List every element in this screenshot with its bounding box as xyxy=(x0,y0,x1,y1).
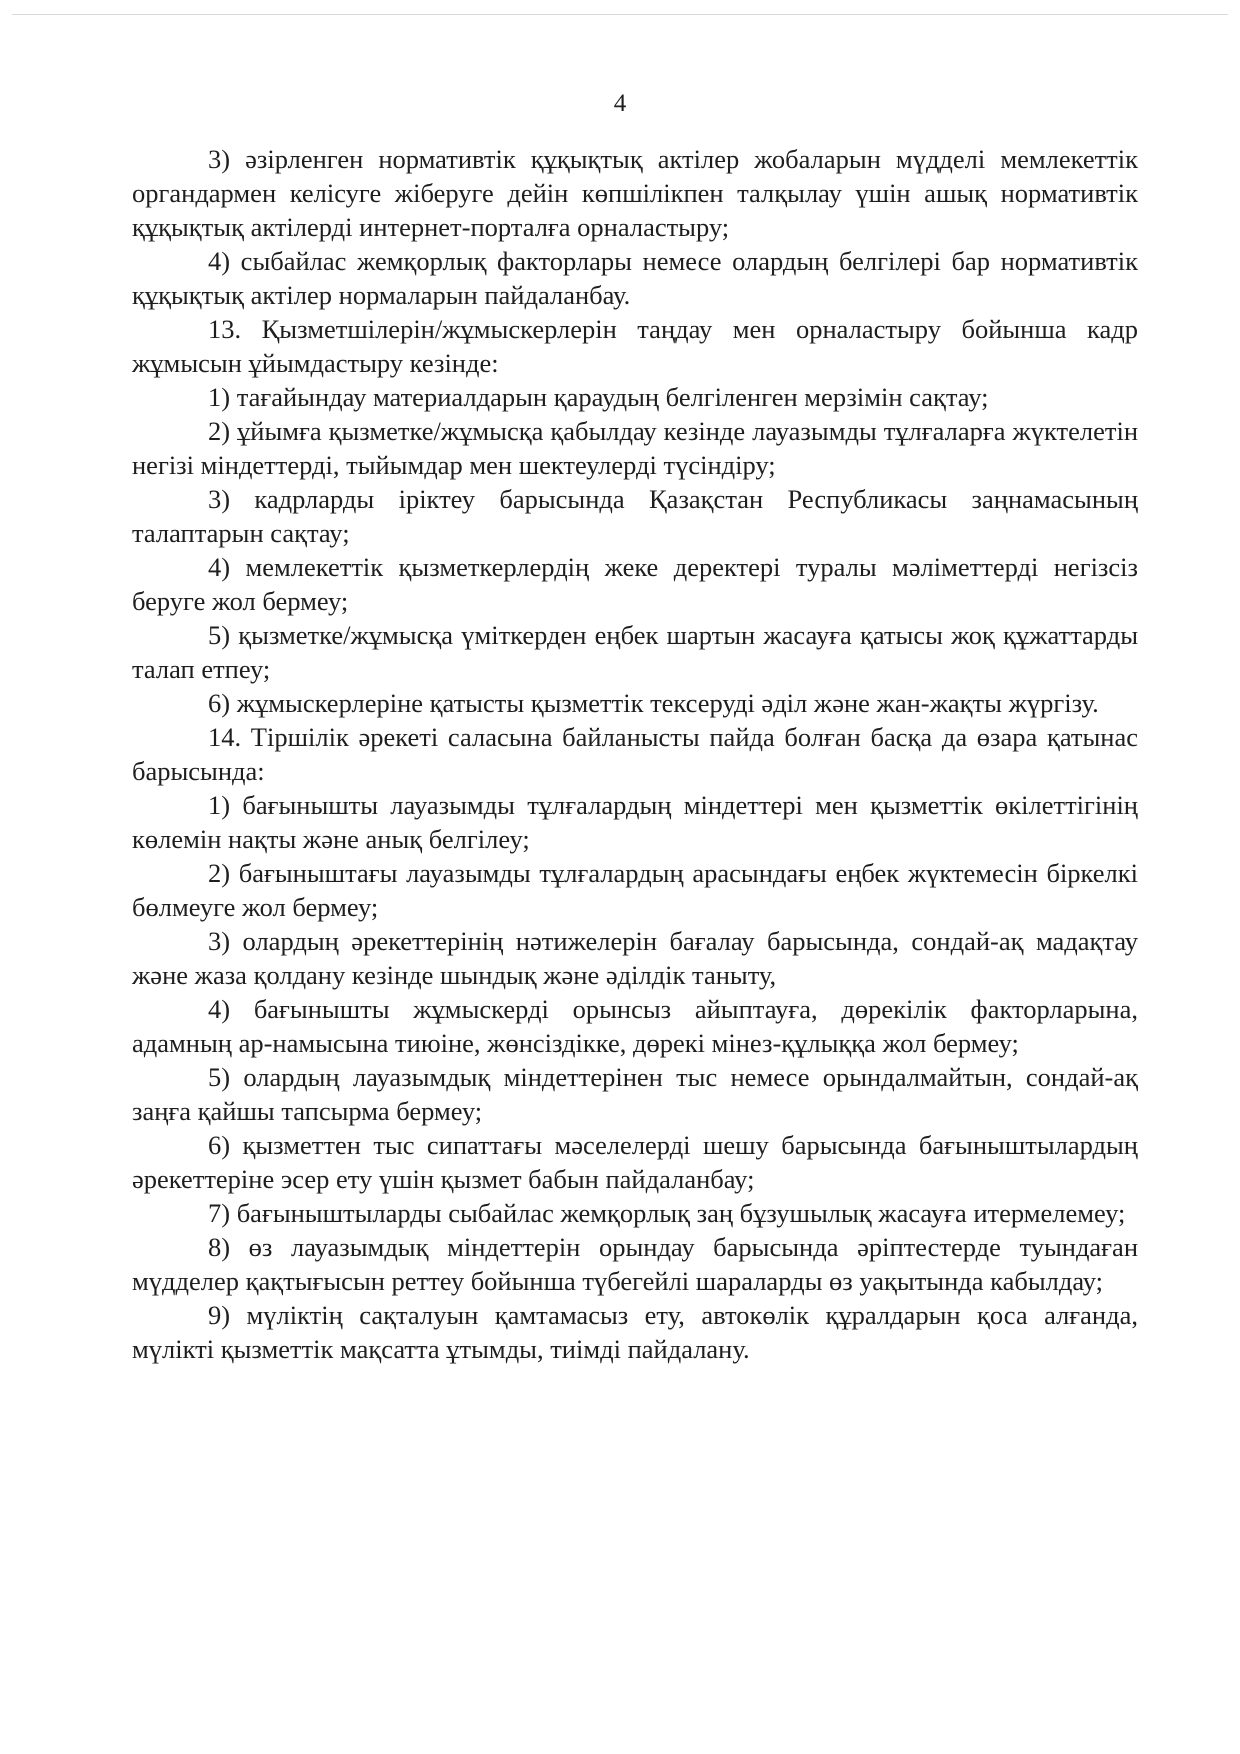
paragraph-13-2: 2) ұйымға қызметке/жұмысқа қабылдау кезінде лауазымды тұлғаларға жүктелетін негізі міндеттерді, тыйымдар мен шектеулерді түсіндіру; xyxy=(132,416,1138,480)
document-body xyxy=(132,142,1138,1366)
paragraph-13-5: 5) қызметке/жұмысқа үміткерден еңбек шартын жасауға қатысы жоқ құжаттарды талап етпеу; xyxy=(132,620,1138,684)
paragraph-14-4: 4) бағынышты жұмыскерді орынсыз айыптауға, дөрекілік факторларына, адамның ар-намысына тиюіне, жөнсіздікке, дөрекі мінез-құлыққа жол бермеу; xyxy=(132,994,1138,1058)
paragraph-13-4: 4) мемлекеттік қызметкерлердің жеке деректері туралы мәліметтерді негізсіз беруге жол бермеу; xyxy=(132,552,1138,616)
paragraph-14-1: 1) бағынышты лауазымды тұлғалардың міндеттері мен қызметтік өкілеттігінің көлемін нақты және анық белгілеу; xyxy=(132,790,1138,854)
paragraph-13: 13. Қызметшілерін/жұмыскерлерін таңдау мен орналастыру бойынша кадр жұмысын ұйымдастыру кезінде: xyxy=(132,314,1138,378)
paragraph-14-5: 5) олардың лауазымдық міндеттерінен тыс немесе орындалмайтын, сондай-ақ заңға қайшы тапсырма бермеу; xyxy=(132,1062,1138,1126)
paragraph-13-1: 1) тағайындау материалдарын қараудың белгіленген мерзімін сақтау; xyxy=(208,382,989,412)
paragraph-12-3: 3) әзірленген нормативтік құқықтық актілер жобаларын мүдделі мемлекеттік органдармен келісуге жіберуге дейін көпшілікпен талқылау үшін ашық нормативтік құқықтық актілерді интернет-порталға орналастыру; xyxy=(132,144,1138,242)
paragraph-13-6: 6) жұмыскерлеріне қатысты қызметтік тексеруді әділ және жан-жақты жүргізу. xyxy=(208,688,1099,718)
paragraph-14-9: 9) мүліктің сақталуын қамтамасыз ету, автокөлік құралдарын қоса алғанда, мүлікті қызметтік мақсатта ұтымды, тиімді пайдалану. xyxy=(132,1300,1138,1364)
paragraph-14-3: 3) олардың әрекеттерінің нәтижелерін бағалау барысында, сондай-ақ мадақтау және жаза қолдану кезінде шындық және әділдік таныту, xyxy=(132,926,1138,990)
paragraph-14-2: 2) бағыныштағы лауазымды тұлғалардың арасындағы еңбек жүктемесін біркелкі бөлмеуге жол бермеу; xyxy=(132,858,1138,922)
paragraph-14-6: 6) қызметтен тыс сипаттағы мәселелерді шешу барысында бағыныштылардың әрекеттеріне эсер ету үшін қызмет бабын пайдаланбау; xyxy=(132,1130,1138,1194)
paragraph-13-3: 3) кадрларды іріктеу барысында Қазақстан Республикасы заңнамасының талаптарын сақтау; xyxy=(132,484,1138,548)
paragraph-14-8: 8) өз лауазымдық міндеттерін орындау барысында әріптестерде туындаған мүдделер қақтығысын реттеу бойынша түбегейлі шараларды өз уақытында кабылдау; xyxy=(132,1232,1138,1296)
scan-top-edge xyxy=(12,14,1228,15)
paragraph-14-7: 7) бағыныштыларды сыбайлас жемқорлық заң бұзушылық жасауға итермелемеу; xyxy=(208,1198,1126,1228)
page-number: 4 xyxy=(613,90,627,117)
paragraph-12-4: 4) сыбайлас жемқорлық факторлары немесе олардың белгілері бар нормативтік құқықтық актілер нормаларын пайдаланбау. xyxy=(132,246,1138,310)
paragraph-14: 14. Тіршілік әрекеті саласына байланысты пайда болған басқа да өзара қатынас барысында: xyxy=(132,722,1138,786)
